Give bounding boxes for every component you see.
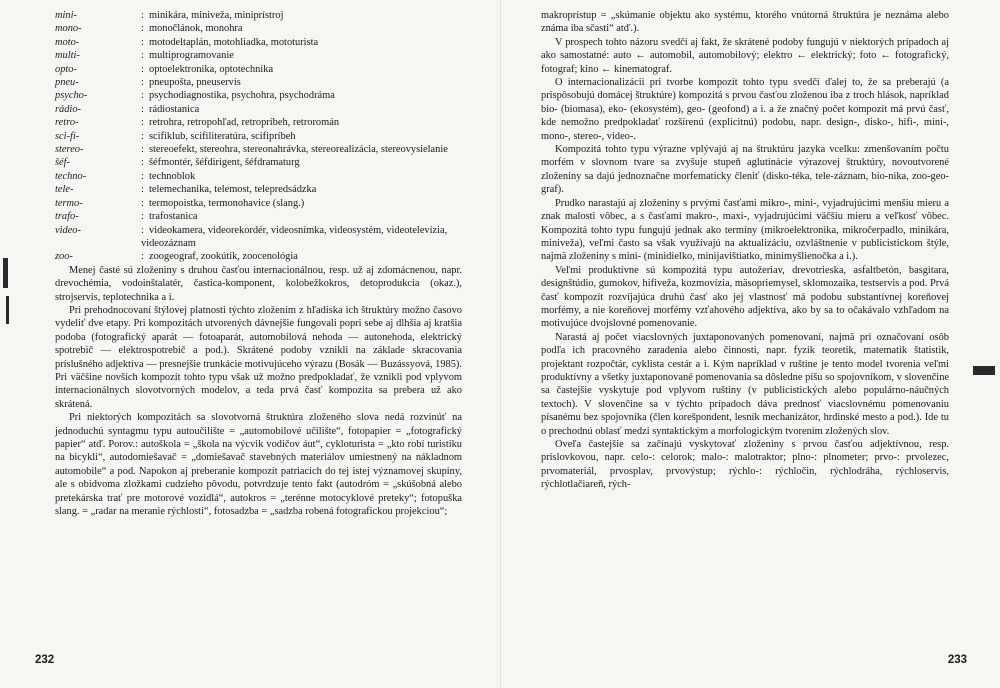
glossary-row xyxy=(55,250,462,263)
binding-mark xyxy=(6,296,9,324)
body-paragraph: Pri niektorých kompozitách sa slovotvorná štruktúra zloženého slova nedá rozvinúť na jednoduchú syntagmu typu autoučilište = „automobilové učilište“, fotopapier = „fotografický papier“ atď. Porov.: autoškola = „škola na výcvik vodičov áut“, cykloturista = „kto robí turistiku na bicykli“, autodomiešavač = „domiešavač stavebných materiálov umiestnený na nákladnom automobile“ a pod. Napokon aj preberanie kompozít patriacich do tej istej významovej skupiny, ale s obidvoma zložkami cudzieho pôvodu, potvrdzuje tento fakt (autodróm = „skúšobná alebo pretekárska trať pre motorové vozidlá“, autokros = „terénne motocyklové preteky“; fotopuška slang. = „radar na meranie rýchlosti“, fotosadzba = „sadzba robená fotografickou projekciou“; xyxy=(55,412,462,518)
glossary-row xyxy=(55,9,462,22)
page-number-left: 232 xyxy=(35,654,55,666)
glossary-row xyxy=(55,197,462,210)
glossary-row xyxy=(55,22,462,35)
glossary-definition: : rádiostanica xyxy=(141,103,462,116)
glossary-row xyxy=(55,130,462,143)
glossary-row xyxy=(55,89,462,102)
glossary-definition: : šéfmontér, šéfdirigent, šéfdramaturg xyxy=(141,156,462,169)
glossary-term: stereo- xyxy=(55,144,84,156)
glossary-definition: : minikára, miniveža, miniprístroj xyxy=(141,9,462,22)
glossary-term: šéf- xyxy=(55,157,71,169)
body-paragraph: Menej časté sú zloženiny s druhou časťou internacionálnou, resp. už aj zdomácnenou, napr. drevochémia, vodoinštalatér, častica-komponent, kolobežkokros, detoprodukcia (okaz.), strojservis, teplotechnika a i. xyxy=(55,264,462,303)
glossary-definition: : multiprogramovanie xyxy=(141,49,462,62)
glossary-row xyxy=(55,103,462,116)
glossary-term: trafo- xyxy=(55,211,79,223)
glossary-term: moto- xyxy=(55,36,80,48)
glossary-term: multi- xyxy=(55,50,80,62)
body-paragraph: makroprístup = „skúmanie objektu ako systému, ktorého vnútorná štruktúra je neznáma alebo známa iba sčasti“ atď.). xyxy=(541,10,949,35)
glossary-term: retro- xyxy=(55,117,79,129)
glossary-row xyxy=(55,36,462,49)
body-paragraph: Oveľa častejšie sa začínajú vyskytovať zloženiny s prvou časťou adjektívnou, resp. príslovkovou, napr. celo-: celorok; malo-: malotraktor; plno-: plnometer; prvo-: prvolezec, prvomateriál, prvosplav, prvovýstup; rýchlo-: rýchločin, rýchlodráha, rýchloservis, rýchlotlačiareň, rých- xyxy=(541,439,949,491)
glossary-row xyxy=(55,63,462,76)
glossary-definition: : pneupošta, pneuservis xyxy=(141,76,462,89)
glossary-definition: : monočlánok, monohra xyxy=(141,22,462,35)
glossary-term: mini- xyxy=(55,10,77,21)
glossary-definition: : psychodiagnostika, psychohra, psychodráma xyxy=(141,89,462,102)
glossary-term: sci-fi- xyxy=(55,130,80,142)
body-paragraph: Veľmi produktívne sú kompozitá typu autožeriav, drevotrieska, asfaltbetón, basgitara, designštúdio, gumokov, hifiveža, kozmovízia, mäsopriemysel, sklomozaika, testservis a pod. Prvá časť kompozít rozvíjajúca druhú časť ako jej vlastnosť má podobu substantívnej koreňovej morfémy, a nie koreňovej morfémy vzťahového adjektíva, ako by sa to očakávalo vzhľadom na motivujúce dvojslovné pomenovanie. xyxy=(541,264,949,330)
page-number-right: 233 xyxy=(947,654,967,666)
glossary-row xyxy=(55,49,462,62)
glossary-term: video- xyxy=(55,224,81,236)
glossary-term: zoo- xyxy=(55,251,73,263)
glossary-definition: : technoblok xyxy=(141,170,462,183)
glossary-definition: : trafostanica xyxy=(141,210,462,223)
body-paragraph: O internacionalizácii pri tvorbe kompozít tohto typu svedčí ďalej to, že sa preberajú (a prispôsobujú domácej štruktúre) kompozitá s prvou časťou zloženou iba z troch hlások, napríklad bio- (biomasa), eko- (ekosystém), geo- (geofond) a i. a že značný počet kompozít má prvú časť, kde nemožno predpokladať rozšírenú (explicitnú) podobu, napr. design-, disko-, hifi-, mini-, mono-, stereo-, video-. xyxy=(541,77,949,142)
glossary-row xyxy=(55,183,462,196)
glossary-row xyxy=(55,210,462,223)
edge-mark xyxy=(973,366,995,375)
left-paragraphs xyxy=(55,264,462,519)
right-page xyxy=(500,0,1000,688)
glossary-definition: : stereoefekt, stereohra, stereonahrávka, stereorealizácia, stereovysielanie xyxy=(141,143,462,156)
glossary-definition: : telemechanika, telemost, telepredsádzka xyxy=(141,183,462,196)
glossary-definition: : optoelektronika, optotechnika xyxy=(141,63,462,76)
body-paragraph: Prudko narastajú aj zloženiny s prvými časťami mikro-, mini-, vyjadrujúcimi menšiu mieru a znak malosti vôbec, a s časťami makro-, maxi-, vyjadrujúcimi väčšiu mieru a veľkosť vôbec. Kompozitá tohto typu fungujú jednak ako termíny (mikroelektronika, mikročerpadlo, minikára, miniveža), veľmi často sa však využívajú na aktualizáciu, ozvláštnenie v publicistickom štýle, najmä zloženiny s mini- (minidielko, minijavištiatko, minimyšlienočka a i.). xyxy=(541,197,949,263)
glossary-term: termo- xyxy=(55,197,83,209)
glossary-row xyxy=(55,143,462,156)
glossary-term: tele- xyxy=(55,184,74,196)
glossary-definition: : videokamera, videorekordér, videosnímka, videosystém, videotelevízia, videozáznam xyxy=(141,224,462,251)
body-paragraph: Narastá aj počet viacslovných juxtaponovaných pomenovaní, najmä pri označovaní osôb podľa ich pracovného zaradenia alebo činnosti, napr. fyzik teoretik, matematik štatistik, projektant rozpočtár, cyklista cestár a i. Kým napríklad v ruštine je tento model tvorenia veľmi produktívny a všetky juxtaponované pomenovania sa dôsledne píšu so spojovníkom, v slovenčine sa častejšie vyskytuje pod vplyvom ruštiny (v publicistických alebo populárno-náučných textoch). V slovenčine sa v týchto prípadoch dáva prednosť viacslovnému pomenovaniu písanému bez spojovníka (člen korešpondent, lesník mechanizátor, hrdinské mesto a pod.). Ide tu o prechodnú oblasť medzi syntaktickým a morfologickým tvorením zložených slov. xyxy=(541,331,949,437)
body-paragraph: V prospech tohto názoru svedčí aj fakt, že skrátené podoby fungujú v niektorých prípadoch aj ako samostatné: auto ← automobil, automobilový; elektro ← elektrický; foto ← fotografický, fotograf; kino ← kinematograf. xyxy=(541,36,949,75)
glossary-row xyxy=(55,170,462,183)
glossary-row xyxy=(55,156,462,169)
glossary-term: techno- xyxy=(55,170,87,182)
glossary-row xyxy=(55,76,462,89)
glossary-definition: : scifiklub, scifiliteratúra, scifipríbeh xyxy=(141,130,462,143)
glossary-term: pneu- xyxy=(55,77,79,89)
glossary-definition: : termopoistka, termonohavice (slang.) xyxy=(141,197,462,210)
prefix-glossary xyxy=(55,9,462,264)
glossary-row xyxy=(55,116,462,129)
glossary-term: opto- xyxy=(55,63,77,75)
glossary-row xyxy=(55,224,462,251)
right-text-column xyxy=(541,9,949,492)
left-text-column xyxy=(55,9,462,518)
body-paragraph: Kompozitá tohto typu výrazne vplývajú aj na štruktúru jazyka vcelku: zmenšovaním počtu morfém v slovnom tvare sa zvyšuje stupeň aglutinácie výrazovej štruktúry, novoutvorené zloženiny sa dajú jednoznačne morfematicky členiť (disko-téka, tele-záznam, bio-nika, zoo-geo-graf). xyxy=(541,144,949,196)
glossary-definition: : zoogeograf, zookútik, zoocenológia xyxy=(141,250,462,263)
glossary-definition: : retrohra, retropohľad, retropríbeh, retroromán xyxy=(141,116,462,129)
glossary-term: rádio- xyxy=(55,103,81,115)
binding-mark xyxy=(3,258,8,288)
glossary-definition: : motodeltaplán, motohliadka, mototurista xyxy=(141,36,462,49)
glossary-term: psycho- xyxy=(55,90,88,102)
glossary-term: mono- xyxy=(55,23,82,35)
body-paragraph: Pri prehodnocovaní štýlovej platnosti týchto zložením z hľadiska ich štruktúry možno časovo vydeliť dve etapy. Pri kompozitách utvorených dávnejšie fungovali popri sebe aj dlhšia aj kratšia podoba (fotografický aparát — fotoaparát, automobilová nehoda — autonehoda, elektrický spotrebič — elektrospotrebič a pod.). Skrátené podoby vznikli na základe skracovania príslušného adjektíva — presnejšie trunkácie motivujúceho výrazu (Bosák — Buzássyová, 1985). Pri väčšine novších kompozít tohto typu však už možno predpokladať, že vznikli pod vplyvom internacionálnych slovotvorných modelov, a teda prvá časť kompozita sa prebera už ako skrátená. xyxy=(55,304,462,410)
